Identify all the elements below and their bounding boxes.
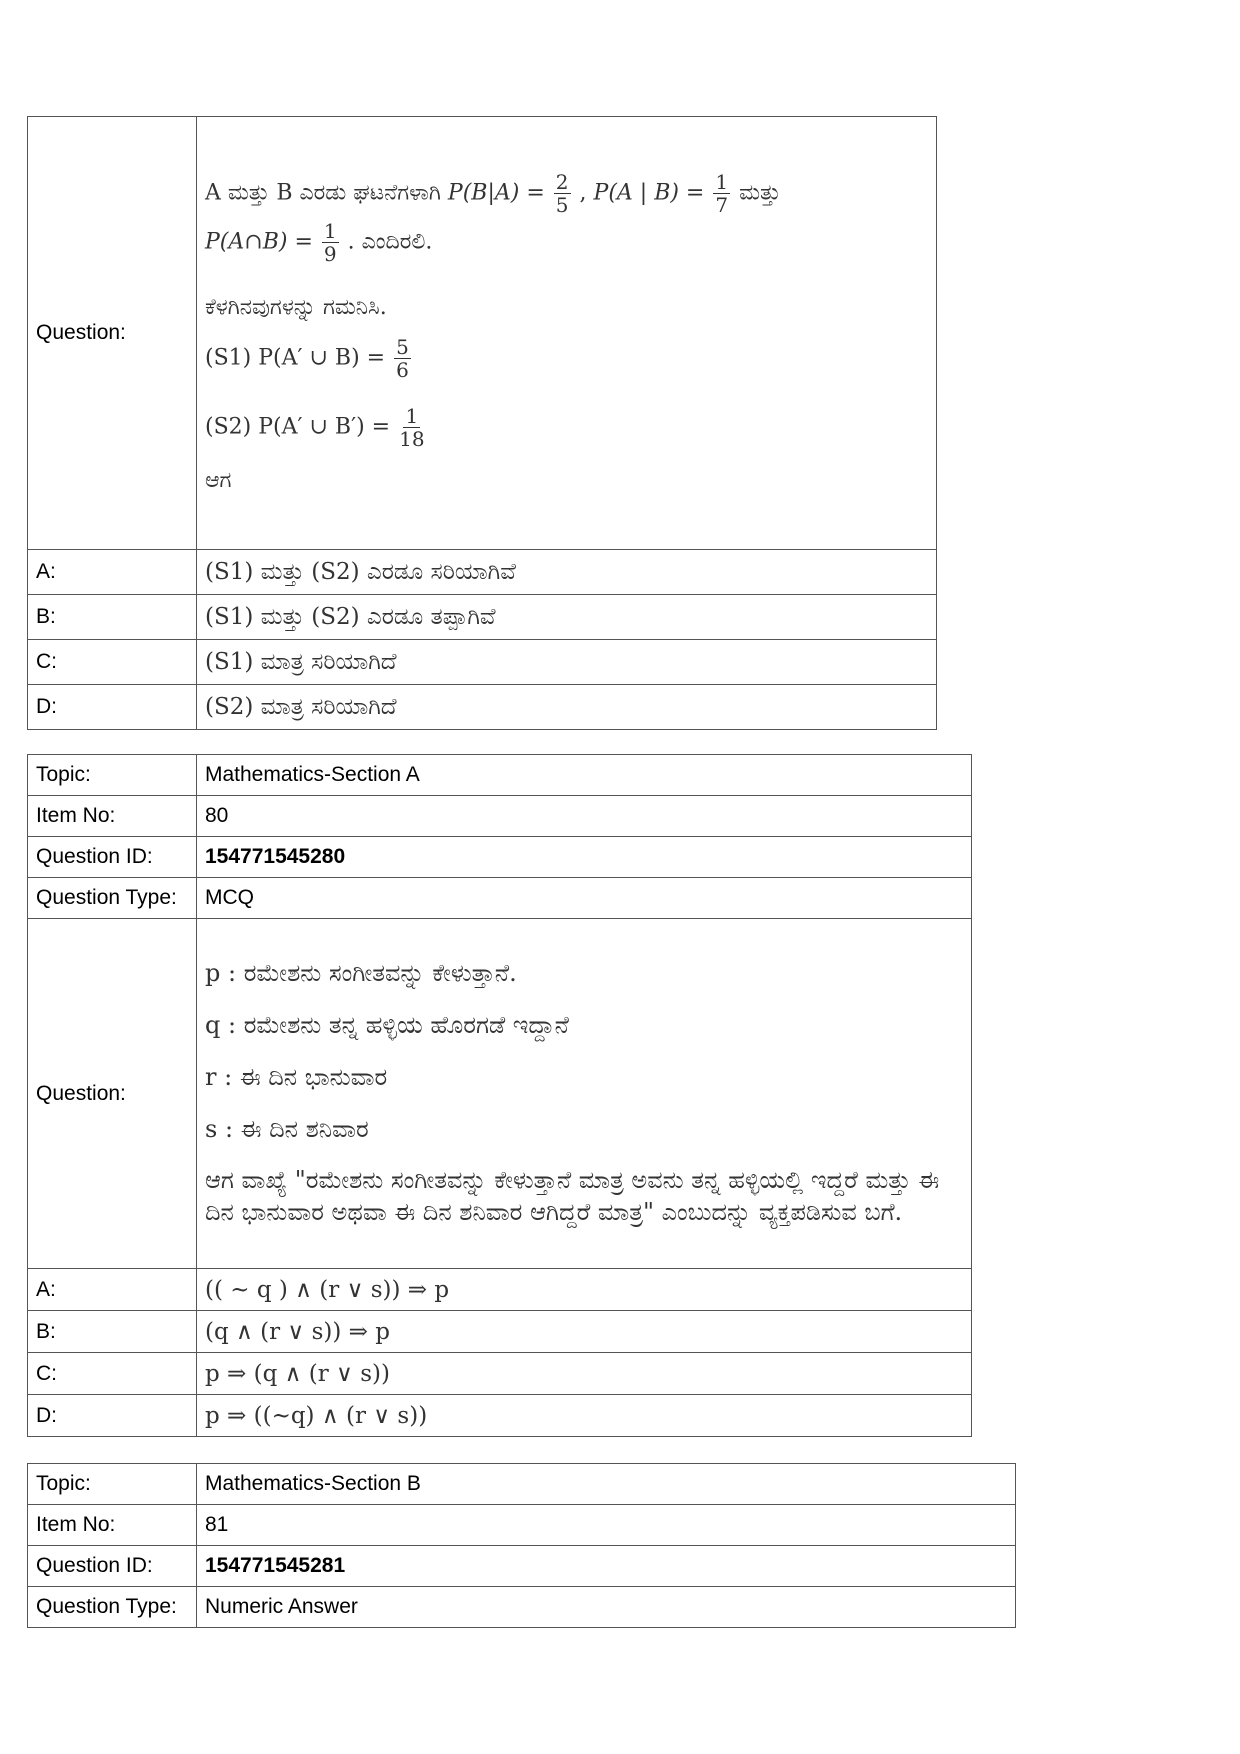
option-row-a	[28, 550, 937, 595]
question-id-label: Question ID:	[28, 837, 197, 878]
statement-s2	[205, 406, 928, 449]
question-type-value: Numeric Answer	[197, 1587, 1016, 1628]
fraction-1-9	[322, 219, 339, 267]
option-text: (( ~ q ) ∧ (r ∨ s)) ⇒ p	[197, 1269, 972, 1311]
topic-value: Mathematics-Section B	[197, 1464, 1016, 1505]
option-label: A:	[28, 1269, 197, 1311]
option-label: D:	[28, 1395, 197, 1437]
question-id-row	[28, 1546, 1016, 1587]
question-row	[28, 919, 972, 1269]
option-text: (S1) ಮತ್ತು (S2) ಎರಡೂ ತಪ್ಪಾಗಿವೆ	[197, 595, 937, 640]
option-text: (S2) ಮಾತ್ರ ಸರಿಯಾಗಿದೆ	[197, 685, 937, 730]
question-id-row	[28, 837, 972, 878]
prob-a-intersect-b: P(A∩B) =	[205, 229, 313, 255]
option-row-a	[28, 1269, 972, 1311]
fraction-1-7	[713, 170, 730, 218]
comma: ,	[579, 180, 587, 206]
item-no-label: Item No:	[28, 1505, 197, 1546]
question-row	[28, 117, 937, 550]
item-no-row	[28, 796, 972, 837]
option-text: (S1) ಮಾತ್ರ ಸರಿಯಾಗಿದೆ	[197, 640, 937, 685]
option-label: C:	[28, 640, 197, 685]
frac-num: 2	[555, 170, 569, 195]
stem-intro-text: A ಮತ್ತು B ಎರಡು ಘಟನೆಗಳಾಗಿ	[205, 180, 441, 206]
question-table-1	[27, 116, 937, 730]
topic-label: Topic:	[28, 1464, 197, 1505]
s2-expression: (S2) P(A′ ∪ B′) =	[205, 414, 391, 440]
question-content	[197, 117, 937, 550]
fraction-2-5	[554, 170, 571, 218]
prob-a-given-b: P(A | B) =	[593, 180, 705, 206]
frac-den: 7	[715, 193, 729, 218]
frac-den: 6	[396, 358, 409, 382]
question-id-value: 154771545280	[197, 837, 972, 878]
observe-text: ಕೆಳಗಿನವುಗಳನ್ನು ಗಮನಿಸಿ.	[205, 295, 387, 321]
question-type-value: MCQ	[197, 878, 972, 919]
question-table-2	[27, 754, 972, 1437]
question-type-label: Question Type:	[28, 1587, 197, 1628]
topic-value: Mathematics-Section A	[197, 755, 972, 796]
stem-intro	[205, 170, 928, 218]
s1-expression: (S1) P(A′ ∪ B) =	[205, 345, 386, 371]
frac-num: 1	[405, 404, 419, 428]
question-prompt: ಆಗ ವಾಖ್ಯೆ "ರಮೇಶನು ಸಂಗೀತವನ್ನು ಕೇಳುತ್ತಾನೆ ಮಾತ್ರ ಅವನು ತನ್ನ ಹಳ್ಳಿಯಲ್ಲಿ ಇದ್ದರೆ ಮತ್ತು ಈ ದಿನ ಭಾನುವಾರ ಅಥವಾ ಈ ದಿನ ಶನಿವಾರ ಆಗಿದ್ದರೆ ಮಾತ್ರ" ಎಂಬುದನ್ನು ವ್ಯಕ್ತಪಡಿಸುವ ಬಗೆ.	[205, 1166, 940, 1226]
question-id-value: 154771545281	[197, 1546, 1016, 1587]
option-row-b	[28, 1311, 972, 1353]
topic-label: Topic:	[28, 755, 197, 796]
question-type-row	[28, 1587, 1016, 1628]
and-word: ಮತ್ತು	[739, 180, 781, 206]
stem-intersection	[205, 219, 928, 267]
question-label: Question:	[28, 919, 197, 1269]
let-word: . ಎಂದಿರಲಿ.	[347, 229, 433, 255]
option-text: (S1) ಮತ್ತು (S2) ಎರಡೂ ಸರಿಯಾಗಿವೆ	[197, 550, 937, 595]
frac-num: 1	[323, 219, 337, 244]
frac-den: 9	[323, 242, 337, 267]
frac-den: 5	[555, 193, 569, 218]
prob-b-given-a: P(B|A) =	[447, 180, 545, 206]
frac-num: 1	[715, 170, 729, 195]
statement-q: q : ರಮೇಶನು ತನ್ನ ಹಳ್ಳಿಯ ಹೊರಗಡೆ ಇದ್ದಾನೆ	[205, 1011, 569, 1040]
item-no-value: 80	[197, 796, 972, 837]
then-word: ಆಗ	[205, 468, 232, 493]
topic-row	[28, 1464, 1016, 1505]
statement-r: r : ಈ ದಿನ ಭಾನುವಾರ	[205, 1062, 388, 1091]
question-label: Question:	[28, 117, 197, 550]
frac-num: 5	[396, 335, 409, 359]
option-label: A:	[28, 550, 197, 595]
statement-s: s : ಈ ದಿನ ಶನಿವಾರ	[205, 1114, 369, 1143]
option-text: (q ∧ (r ∨ s)) ⇒ p	[197, 1311, 972, 1353]
question-id-label: Question ID:	[28, 1546, 197, 1587]
option-row-d	[28, 685, 937, 730]
question-type-label: Question Type:	[28, 878, 197, 919]
topic-row	[28, 755, 972, 796]
question-table-3	[27, 1463, 1016, 1628]
option-label: C:	[28, 1353, 197, 1395]
item-no-row	[28, 1505, 1016, 1546]
option-label: B:	[28, 1311, 197, 1353]
option-row-d	[28, 1395, 972, 1437]
option-text: p ⇒ ((~q) ∧ (r ∨ s))	[197, 1395, 972, 1437]
fraction-5-6	[394, 337, 411, 380]
fraction-1-18	[399, 406, 424, 449]
item-no-label: Item No:	[28, 796, 197, 837]
frac-den: 18	[399, 427, 425, 451]
question-type-row	[28, 878, 972, 919]
statement-s1	[205, 337, 928, 380]
option-row-c	[28, 1353, 972, 1395]
statement-p: p : ರಮೇಶನು ಸಂಗೀತವನ್ನು ಕೇಳುತ್ತಾನೆ.	[205, 959, 517, 988]
option-label: D:	[28, 685, 197, 730]
option-text: p ⇒ (q ∧ (r ∨ s))	[197, 1353, 972, 1395]
option-label: B:	[28, 595, 197, 640]
option-row-b	[28, 595, 937, 640]
question-content	[197, 919, 972, 1269]
option-row-c	[28, 640, 937, 685]
item-no-value: 81	[197, 1505, 1016, 1546]
